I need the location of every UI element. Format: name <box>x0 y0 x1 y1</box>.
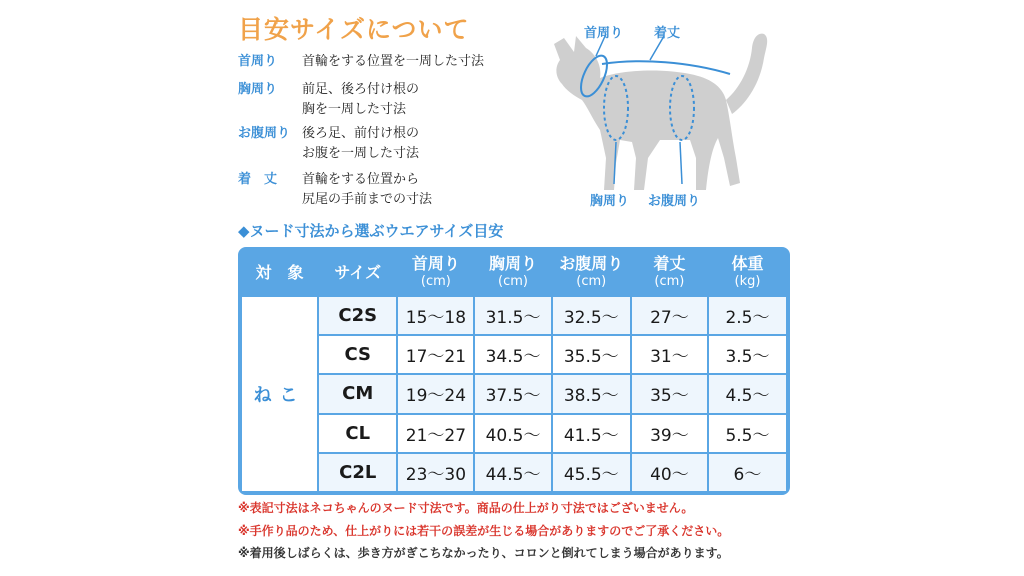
definition-chest <box>238 80 419 120</box>
header-weight: 体重 (kg) <box>709 251 786 295</box>
table-row <box>242 415 786 452</box>
belly-cell: 45.5～ <box>553 454 630 491</box>
neck-label: 首周り <box>584 26 624 41</box>
definition-desc: 首輪をする位置を一周した寸法 <box>302 54 485 69</box>
header-length: 着丈 (cm) <box>632 251 707 295</box>
header-belly: お腹周り (cm) <box>553 251 630 295</box>
definition-belly <box>238 124 419 164</box>
chest-cell: 37.5～ <box>475 375 550 412</box>
weight-cell: 4.5～ <box>709 375 786 412</box>
definition-desc: 後ろ足、前付け根の お腹を一周した寸法 <box>302 126 420 161</box>
weight-cell: 3.5～ <box>709 336 786 373</box>
neck-cell: 17～21 <box>398 336 473 373</box>
definition-length <box>238 170 432 210</box>
page-title: 目安サイズについて <box>238 15 470 44</box>
chest-cell: 31.5～ <box>475 297 550 334</box>
belly-cell: 41.5～ <box>553 415 630 452</box>
size-cell: CS <box>319 336 396 373</box>
length-cell: 27～ <box>632 297 707 334</box>
definition-term: お腹周り <box>238 126 291 141</box>
definition-term: 首周り <box>238 54 278 69</box>
size-cell: CM <box>319 375 396 412</box>
weight-cell: 2.5～ <box>709 297 786 334</box>
size-cell: CL <box>319 415 396 452</box>
belly-cell: 38.5～ <box>553 375 630 412</box>
table-row <box>242 454 786 491</box>
note-item: ※表記寸法はネコちゃんのヌード寸法です。商品の仕上がり寸法ではございません。 <box>238 501 694 515</box>
table-header-row <box>242 251 786 295</box>
table-row <box>242 336 786 373</box>
section-title: ◆ヌード寸法から選ぶウエアサイズ目安 <box>238 222 504 240</box>
length-cell: 31～ <box>632 336 707 373</box>
neck-cell: 15～18 <box>398 297 473 334</box>
cat-diagram <box>540 8 790 218</box>
header-chest: 胸周り (cm) <box>475 251 550 295</box>
belly-cell: 35.5～ <box>553 336 630 373</box>
neck-cell: 19～24 <box>398 375 473 412</box>
chest-cell: 34.5～ <box>475 336 550 373</box>
chest-label: 胸周り <box>590 194 630 209</box>
length-label: 着丈 <box>654 26 681 41</box>
definition-term: 胸周り <box>238 82 278 97</box>
length-cell: 39～ <box>632 415 707 452</box>
chest-cell: 44.5～ <box>475 454 550 491</box>
header-neck: 首周り (cm) <box>398 251 473 295</box>
definition-neck <box>238 52 484 72</box>
size-cell: C2L <box>319 454 396 491</box>
neck-cell: 23～30 <box>398 454 473 491</box>
table-row <box>242 297 786 334</box>
belly-label: お腹周り <box>648 194 701 209</box>
neck-cell: 21～27 <box>398 415 473 452</box>
length-cell: 35～ <box>632 375 707 412</box>
belly-cell: 32.5～ <box>553 297 630 334</box>
definition-term: 着 丈 <box>238 172 278 187</box>
header-size: サイズ <box>319 251 396 295</box>
target-cell: ねこ <box>242 297 317 491</box>
weight-cell: 6～ <box>709 454 786 491</box>
note-item: ※手作り品のため、仕上がりには若干の誤差が生じる場合がありますのでご了承ください。 <box>238 524 730 538</box>
size-table <box>238 247 790 495</box>
header-target: 対 象 <box>242 251 317 295</box>
length-cell: 40～ <box>632 454 707 491</box>
definition-desc: 前足、後ろ付け根の 胸を一周した寸法 <box>302 82 420 117</box>
chest-cell: 40.5～ <box>475 415 550 452</box>
table-row <box>242 375 786 412</box>
note-item: ※着用後しばらくは、歩き方がぎこちなかったり、コロンと倒れてしまう場合があります。 <box>238 546 729 560</box>
definition-desc: 首輪をする位置から 尻尾の手前までの寸法 <box>302 172 433 207</box>
weight-cell: 5.5～ <box>709 415 786 452</box>
size-cell: C2S <box>319 297 396 334</box>
